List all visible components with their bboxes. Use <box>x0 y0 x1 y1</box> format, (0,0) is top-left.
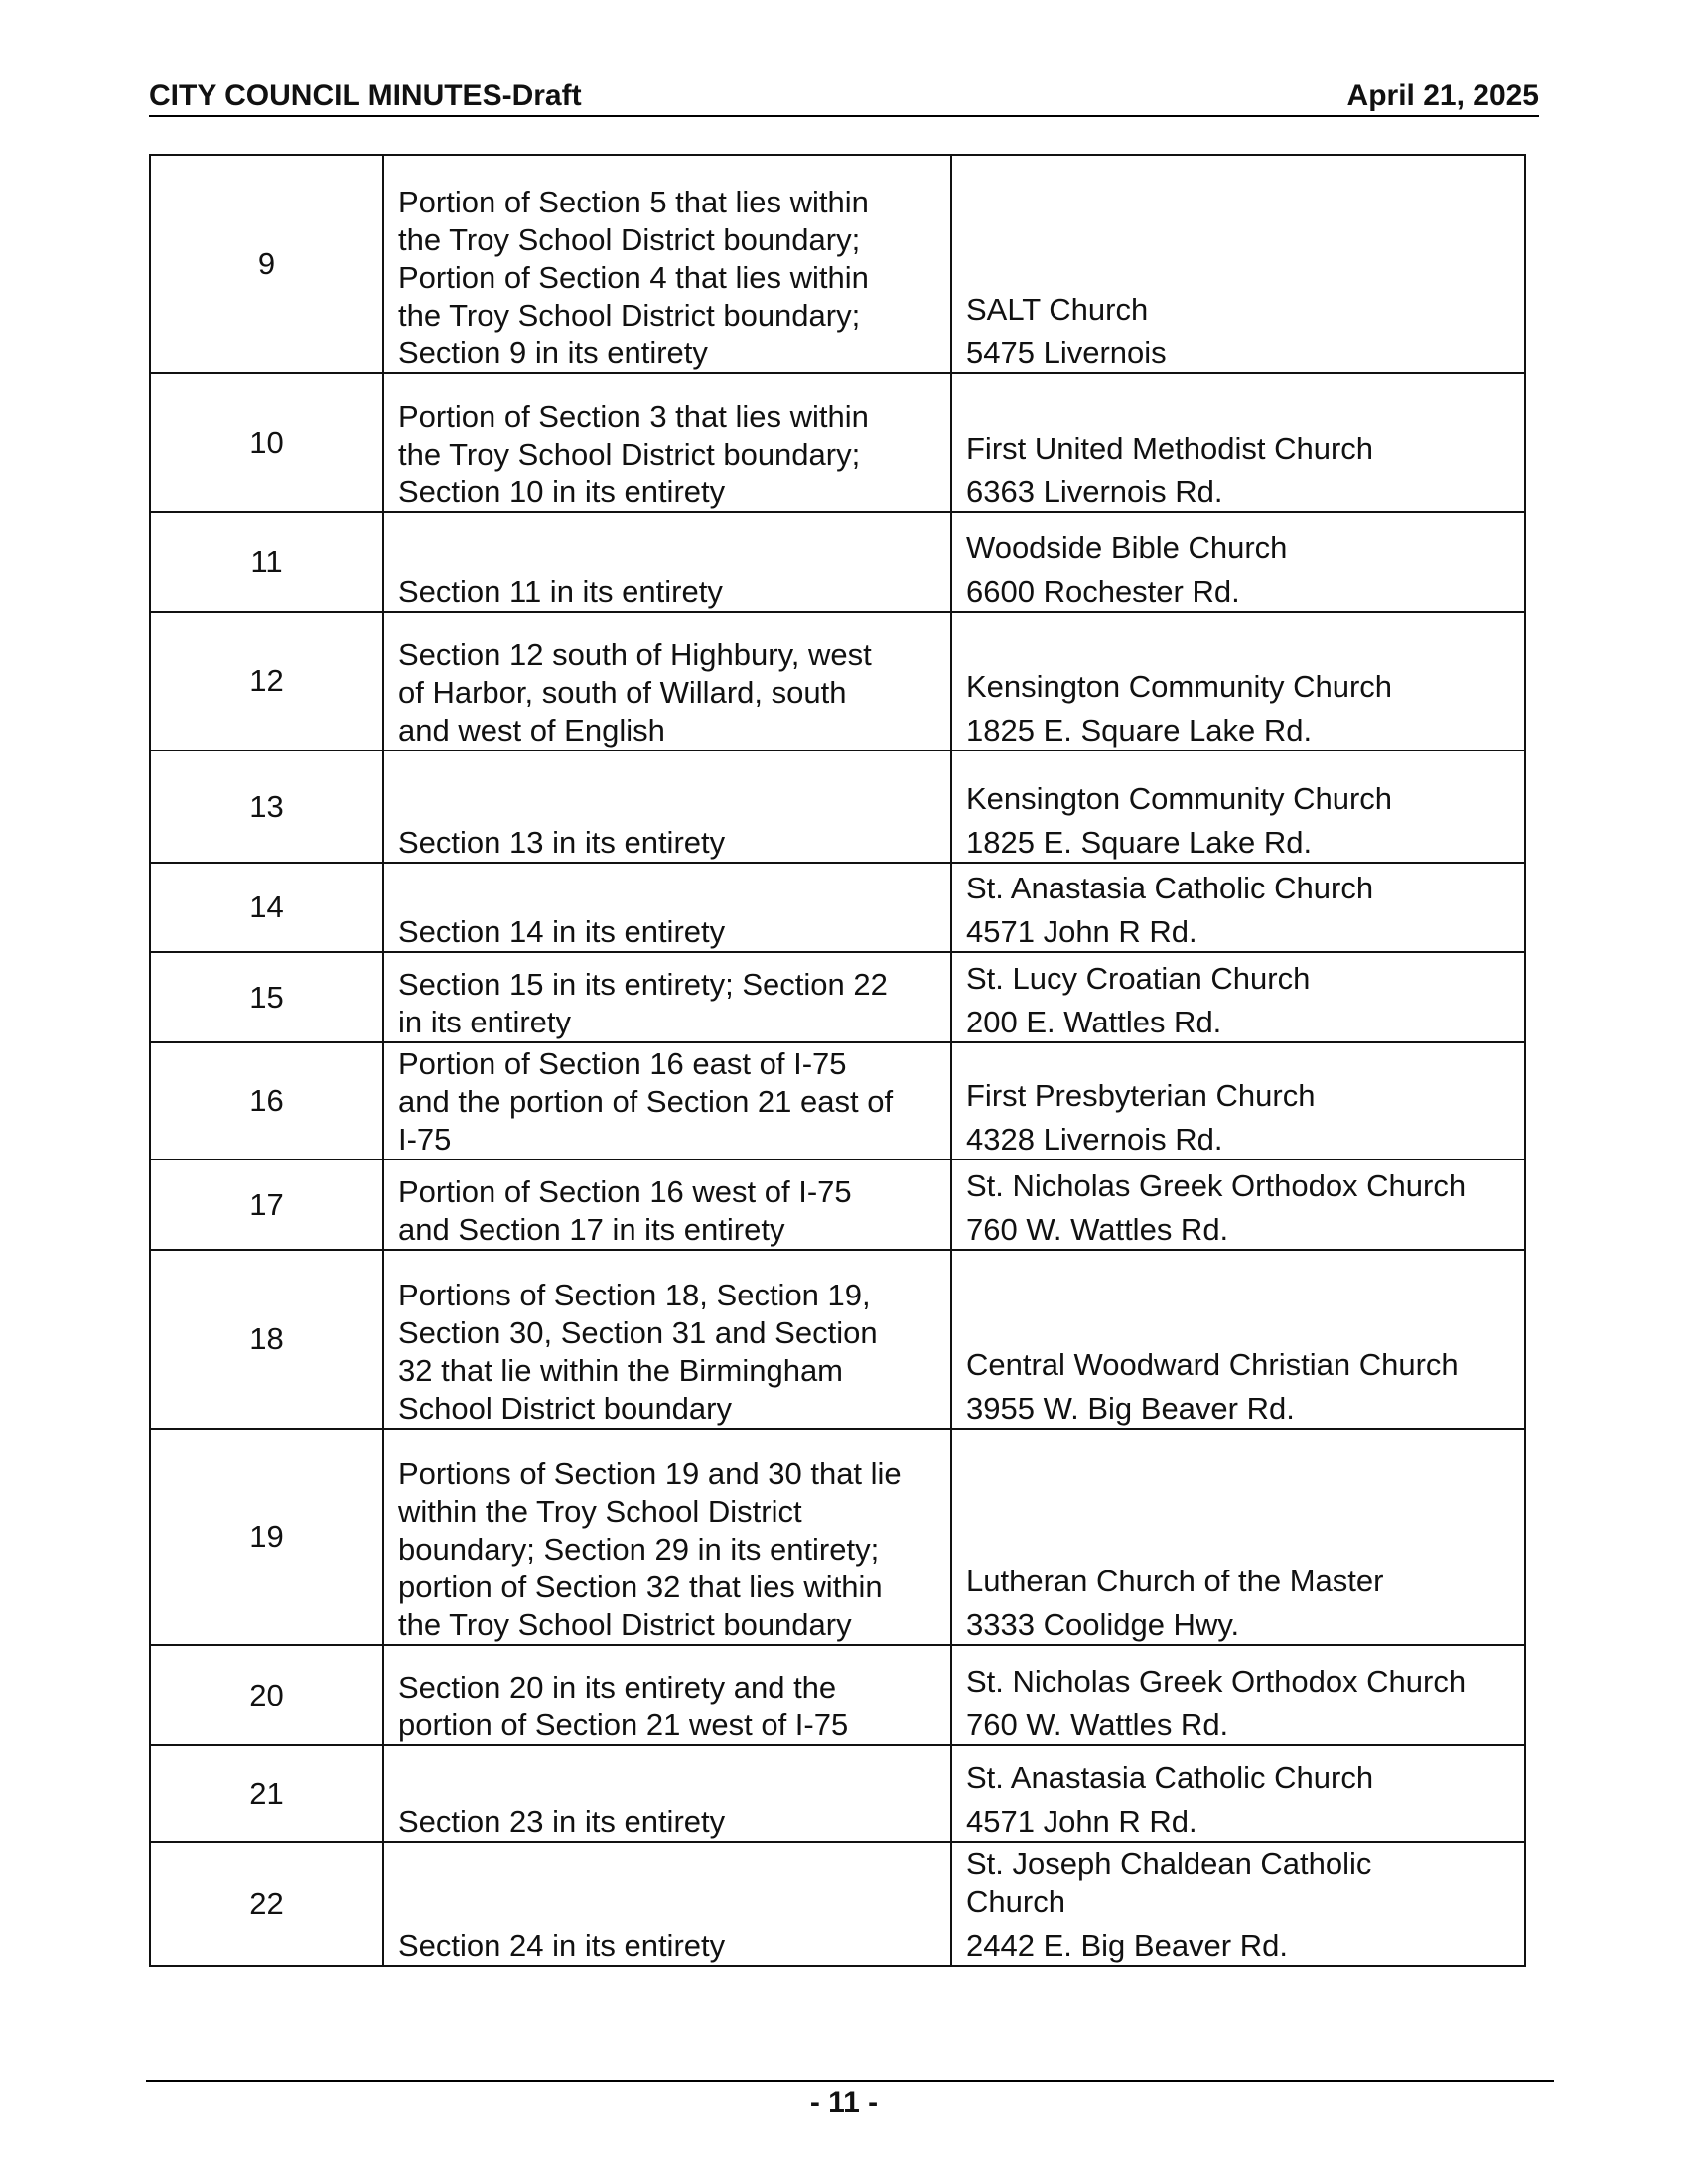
area-line: and west of English <box>398 713 665 748</box>
area-line: Section 24 in its entirety <box>398 1928 726 1963</box>
page-number: - 11 - <box>809 2086 879 2118</box>
polling-location <box>951 1429 1525 1645</box>
polling-location <box>951 1042 1525 1160</box>
area-line: Portion of Section 3 that lies within <box>398 399 869 434</box>
precinct-area <box>383 373 951 512</box>
area-line: boundary; Section 29 in its entirety; <box>398 1532 880 1567</box>
precinct-number: 18 <box>150 1250 383 1429</box>
location-address: 6600 Rochester Rd. <box>966 574 1240 609</box>
area-line: I-75 <box>398 1122 452 1157</box>
precinct-area <box>383 1160 951 1250</box>
area-line: Section 30, Section 31 and Section <box>398 1315 878 1350</box>
location-name: First United Methodist Church <box>966 431 1374 466</box>
area-line: Section 10 in its entirety <box>398 475 726 509</box>
location-address: 2442 E. Big Beaver Rd. <box>966 1928 1288 1963</box>
table-row <box>150 512 1525 612</box>
precinct-area <box>383 1645 951 1745</box>
polling-location <box>951 952 1525 1042</box>
location-address: 200 E. Wattles Rd. <box>966 1005 1222 1039</box>
polling-location <box>951 1645 1525 1745</box>
area-line: Section 13 in its entirety <box>398 825 726 860</box>
precinct-number: 11 <box>150 512 383 612</box>
precinct-number: 16 <box>150 1042 383 1160</box>
precinct-area <box>383 512 951 612</box>
table-row <box>150 155 1525 373</box>
location-name: St. Anastasia Catholic Church <box>966 871 1374 905</box>
area-line: Portion of Section 5 that lies within <box>398 185 869 219</box>
table-row <box>150 1042 1525 1160</box>
polling-location <box>951 512 1525 612</box>
meeting-date: April 21, 2025 <box>1346 79 1539 112</box>
location-name: Central Woodward Christian Church <box>966 1347 1459 1382</box>
area-line: Portions of Section 18, Section 19, <box>398 1278 871 1312</box>
area-line: the Troy School District boundary; <box>398 222 861 257</box>
page-header <box>149 79 1539 117</box>
location-name: St. Nicholas Greek Orthodox Church <box>966 1664 1467 1699</box>
polling-location <box>951 751 1525 863</box>
area-line: Portion of Section 16 east of I-75 <box>398 1046 847 1081</box>
location-name: St. Anastasia Catholic Church <box>966 1760 1374 1795</box>
location-address: 4571 John R Rd. <box>966 1804 1197 1839</box>
area-line: portion of Section 21 west of I-75 <box>398 1707 849 1742</box>
area-line: the Troy School District boundary <box>398 1607 852 1642</box>
location-name: St. Joseph Chaldean Catholic <box>966 1846 1372 1881</box>
location-name: SALT Church <box>966 292 1149 327</box>
precinct-table <box>149 154 1526 1967</box>
location-name: Kensington Community Church <box>966 669 1393 704</box>
area-line: the Troy School District boundary; <box>398 437 861 472</box>
area-line: Section 12 south of Highbury, west <box>398 637 872 672</box>
location-address: 3955 W. Big Beaver Rd. <box>966 1391 1295 1426</box>
area-line: Section 9 in its entirety <box>398 336 708 370</box>
precinct-area <box>383 863 951 952</box>
table-row <box>150 373 1525 512</box>
area-line: Section 11 in its entirety <box>398 574 723 609</box>
precinct-number: 14 <box>150 863 383 952</box>
location-name: St. Lucy Croatian Church <box>966 961 1311 996</box>
location-name: Kensington Community Church <box>966 781 1393 816</box>
area-line: School District boundary <box>398 1391 732 1426</box>
table-row <box>150 1645 1525 1745</box>
location-name: St. Nicholas Greek Orthodox Church <box>966 1168 1467 1203</box>
precinct-area <box>383 1842 951 1966</box>
precinct-area <box>383 952 951 1042</box>
area-line: Section 15 in its entirety; Section 22 <box>398 967 888 1002</box>
location-address: 760 W. Wattles Rd. <box>966 1707 1229 1742</box>
polling-location <box>951 373 1525 512</box>
table-row <box>150 1842 1525 1966</box>
precinct-number: 13 <box>150 751 383 863</box>
precinct-area <box>383 751 951 863</box>
location-address: 4571 John R Rd. <box>966 914 1197 949</box>
table-row <box>150 751 1525 863</box>
area-line: portion of Section 32 that lies within <box>398 1570 883 1604</box>
area-line: 32 that lie within the Birmingham <box>398 1353 844 1388</box>
location-address: 5475 Livernois <box>966 336 1167 370</box>
precinct-number: 17 <box>150 1160 383 1250</box>
precinct-number: 12 <box>150 612 383 751</box>
table-row <box>150 1160 1525 1250</box>
area-line: Section 14 in its entirety <box>398 914 726 949</box>
area-line: of Harbor, south of Willard, south <box>398 675 847 710</box>
location-name: First Presbyterian Church <box>966 1078 1316 1113</box>
polling-location <box>951 612 1525 751</box>
area-line: Portions of Section 19 and 30 that lie <box>398 1456 902 1491</box>
area-line: and Section 17 in its entirety <box>398 1212 785 1247</box>
polling-location <box>951 1842 1525 1966</box>
precinct-area <box>383 1250 951 1429</box>
location-address: 1825 E. Square Lake Rd. <box>966 825 1313 860</box>
location-name: Lutheran Church of the Master <box>966 1564 1384 1598</box>
table-row <box>150 612 1525 751</box>
precinct-area <box>383 155 951 373</box>
polling-location <box>951 1745 1525 1842</box>
precinct-number: 10 <box>150 373 383 512</box>
location-address: 1825 E. Square Lake Rd. <box>966 713 1313 748</box>
precinct-area <box>383 1429 951 1645</box>
table-row <box>150 863 1525 952</box>
polling-location <box>951 863 1525 952</box>
polling-location <box>951 1160 1525 1250</box>
precinct-number: 20 <box>150 1645 383 1745</box>
area-line: Portion of Section 4 that lies within <box>398 260 869 295</box>
precinct-area <box>383 1042 951 1160</box>
precinct-number: 21 <box>150 1745 383 1842</box>
location-address: 760 W. Wattles Rd. <box>966 1212 1229 1247</box>
polling-location <box>951 1250 1525 1429</box>
table-row <box>150 1745 1525 1842</box>
table-row <box>150 952 1525 1042</box>
precinct-area <box>383 1745 951 1842</box>
area-line: and the portion of Section 21 east of <box>398 1084 894 1119</box>
location-address: 4328 Livernois Rd. <box>966 1122 1223 1157</box>
precinct-number: 19 <box>150 1429 383 1645</box>
area-line: the Troy School District boundary; <box>398 298 861 333</box>
area-line: Section 23 in its entirety <box>398 1804 726 1839</box>
area-line: within the Troy School District <box>398 1494 802 1529</box>
area-line: Section 20 in its entirety and the <box>398 1670 837 1705</box>
location-address: 6363 Livernois Rd. <box>966 475 1223 509</box>
document-title: CITY COUNCIL MINUTES-Draft <box>149 79 582 112</box>
precinct-area <box>383 612 951 751</box>
precinct-number: 22 <box>150 1842 383 1966</box>
area-line: in its entirety <box>398 1005 572 1039</box>
area-line: Portion of Section 16 west of I-75 <box>398 1174 852 1209</box>
polling-location <box>951 155 1525 373</box>
precinct-number: 9 <box>150 155 383 373</box>
precinct-number: 15 <box>150 952 383 1042</box>
location-name: Woodside Bible Church <box>966 530 1288 565</box>
table-row <box>150 1250 1525 1429</box>
footer-rule <box>146 2080 1554 2082</box>
table-row <box>150 1429 1525 1645</box>
location-address: 3333 Coolidge Hwy. <box>966 1607 1240 1642</box>
location-name: Church <box>966 1884 1065 1919</box>
